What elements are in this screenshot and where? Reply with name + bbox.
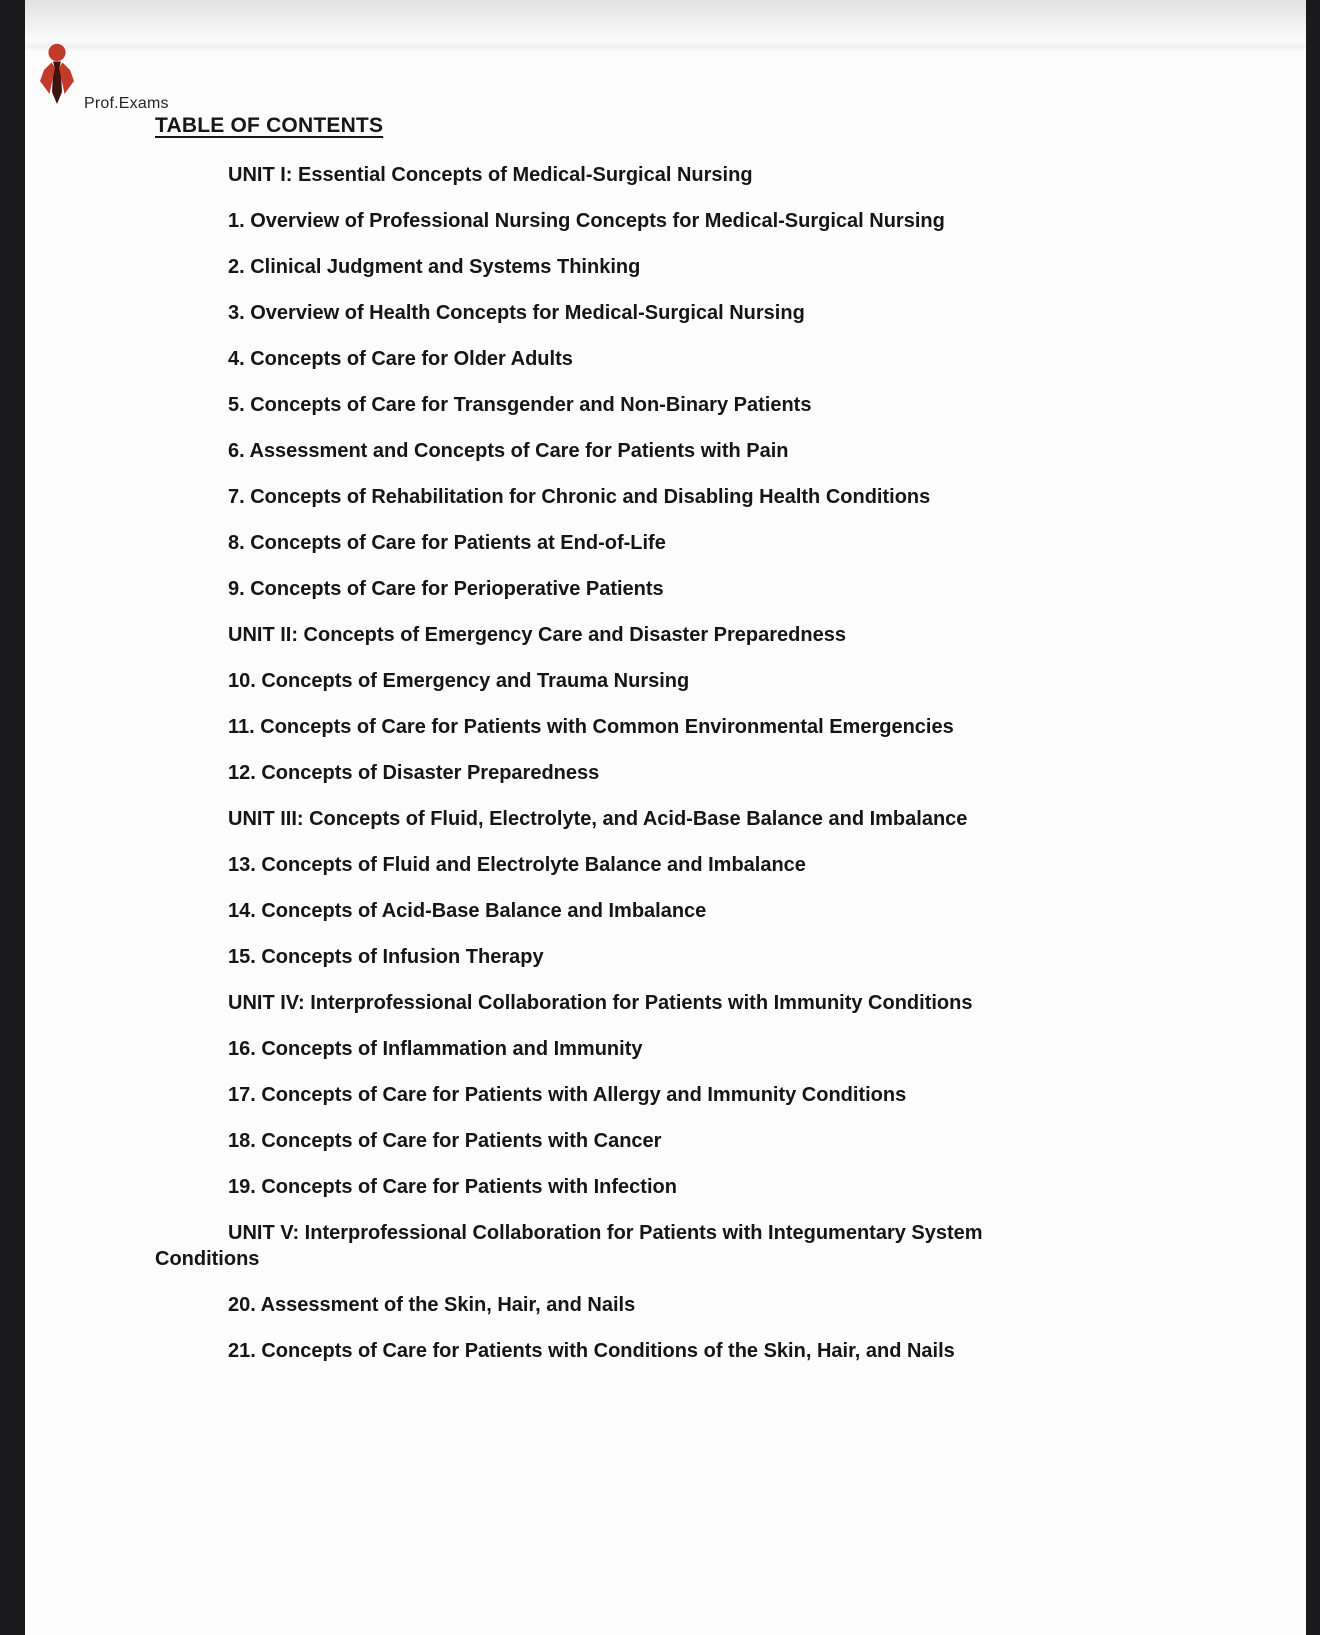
chapter-item: 3. Overview of Health Concepts for Medical-Surgical Nursing (228, 302, 805, 324)
chapter-item: 19. Concepts of Care for Patients with Infection (228, 1176, 677, 1198)
chapter-item: 11. Concepts of Care for Patients with Common Environmental Emergencies (228, 716, 954, 738)
chapter-item: 18. Concepts of Care for Patients with Cancer (228, 1130, 662, 1152)
left-edge-bar (0, 0, 25, 1635)
chapter-item: 17. Concepts of Care for Patients with Allergy and Immunity Conditions (228, 1084, 907, 1106)
chapter-item: 5. Concepts of Care for Transgender and Non-Binary Patients (228, 394, 812, 416)
chapter-item: 15. Concepts of Infusion Therapy (228, 946, 544, 968)
chapter-item: 20. Assessment of the Skin, Hair, and Nails (228, 1294, 636, 1316)
brand-name: Prof.Exams (84, 95, 169, 112)
chapter-item: 16. Concepts of Inflammation and Immunity (228, 1038, 643, 1060)
unit-heading-line1: UNIT V: Interprofessional Collaboration for Patients with Integumentary System (228, 1222, 983, 1244)
unit-heading: UNIT II: Concepts of Emergency Care and Disaster Preparedness (228, 624, 846, 646)
unit-heading: UNIT III: Concepts of Fluid, Electrolyte, and Acid-Base Balance and Imbalance (228, 808, 968, 830)
chapter-item: 12. Concepts of Disaster Preparedness (228, 762, 600, 784)
chapter-item: 8. Concepts of Care for Patients at End-of-Life (228, 532, 666, 554)
top-scan-band (25, 0, 1306, 46)
unit-heading (155, 1220, 1185, 1272)
unit-heading: UNIT I: Essential Concepts of Medical-Surgical Nursing (228, 164, 753, 186)
chapter-item: 14. Concepts of Acid-Base Balance and Imbalance (228, 900, 707, 922)
chapter-item: 2. Clinical Judgment and Systems Thinking (228, 256, 641, 278)
unit-heading: UNIT IV: Interprofessional Collaboration for Patients with Immunity Conditions (228, 992, 973, 1014)
chapter-item: 21. Concepts of Care for Patients with Conditions of the Skin, Hair, and Nails (228, 1340, 955, 1362)
unit-heading-line2: Conditions (155, 1248, 260, 1270)
chapter-item: 13. Concepts of Fluid and Electrolyte Balance and Imbalance (228, 854, 806, 876)
chapter-item: 10. Concepts of Emergency and Trauma Nursing (228, 670, 690, 692)
chapter-item: 7. Concepts of Rehabilitation for Chronic and Disabling Health Conditions (228, 486, 931, 508)
chapter-item: 4. Concepts of Care for Older Adults (228, 348, 573, 370)
page-title: TABLE OF CONTENTS (155, 114, 384, 137)
chapter-item: 1. Overview of Professional Nursing Concepts for Medical-Surgical Nursing (228, 210, 945, 232)
right-edge-bar (1306, 0, 1320, 1635)
chapter-item: 9. Concepts of Care for Perioperative Patients (228, 578, 664, 600)
person-with-tie-logo-icon (36, 42, 78, 110)
chapter-item: 6. Assessment and Concepts of Care for Patients with Pain (228, 440, 789, 462)
table-of-contents (155, 114, 1185, 1384)
